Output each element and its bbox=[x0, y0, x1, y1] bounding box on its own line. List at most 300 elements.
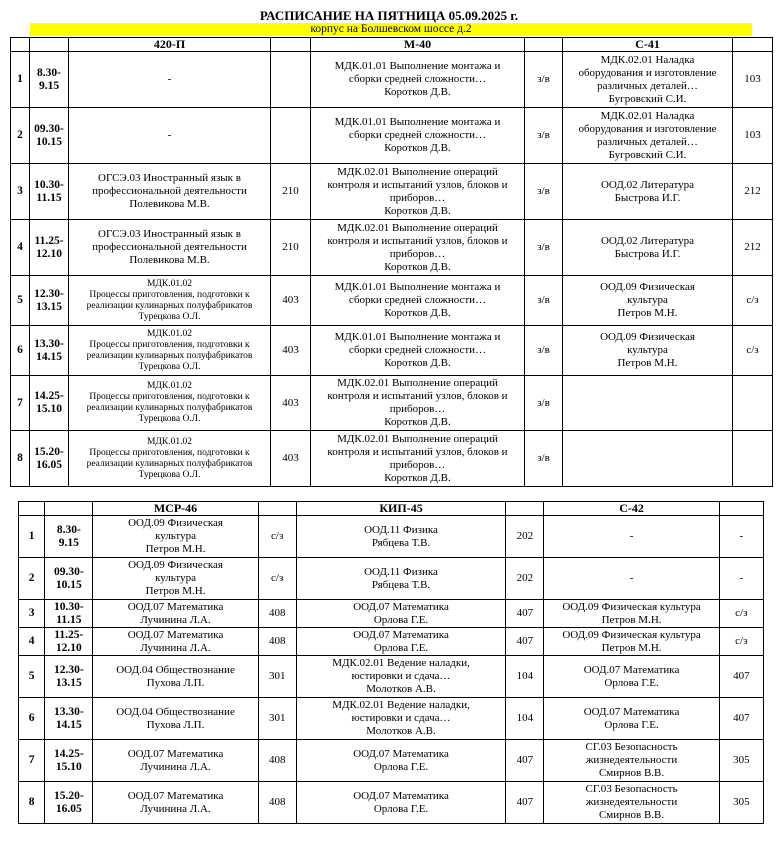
schedule-row bbox=[19, 600, 764, 628]
lesson-line: различных деталей… bbox=[597, 79, 698, 92]
lesson-line: Смирнов В.В. bbox=[598, 809, 665, 821]
lesson-number: 8 bbox=[19, 782, 45, 824]
lesson-line: МДК.02.01 Наладка bbox=[600, 53, 695, 66]
lesson-line: Коротков Д.В. bbox=[384, 204, 451, 217]
room-cell: 305 bbox=[719, 782, 763, 824]
lesson-line: контроля и испытаний узлов, блоков и bbox=[327, 445, 508, 458]
lesson-line: ООД.07 Математика bbox=[353, 789, 449, 802]
room-cell: з/в bbox=[525, 376, 563, 431]
time-line: 13.15 bbox=[36, 300, 62, 313]
lesson-line: - bbox=[167, 73, 172, 85]
room-cell: 212 bbox=[733, 164, 773, 220]
lesson-line: Петров М.Н. bbox=[601, 641, 662, 654]
lesson-line: ООД.02 Литература bbox=[600, 178, 695, 191]
time-line: 12.10 bbox=[55, 641, 82, 654]
lesson-time bbox=[45, 628, 93, 656]
room-cell: з/в bbox=[525, 220, 563, 276]
lesson-line: ООД.04 Обществознание bbox=[116, 663, 235, 676]
header-blank bbox=[45, 502, 93, 516]
lesson-time bbox=[30, 164, 69, 220]
header-blank bbox=[733, 38, 773, 52]
room-cell: 408 bbox=[258, 628, 296, 656]
room-cell: з/в bbox=[525, 52, 563, 108]
lesson-number: 2 bbox=[19, 558, 45, 600]
group-header: 420-П bbox=[69, 38, 271, 52]
room-cell: 407 bbox=[506, 628, 544, 656]
lesson-line: Лучинина Л.А. bbox=[140, 613, 211, 626]
lesson-line: МДК.02.01 Наладка bbox=[600, 109, 695, 122]
lesson-number: 3 bbox=[19, 600, 45, 628]
schedule-row bbox=[19, 516, 764, 558]
lesson-number: 5 bbox=[19, 656, 45, 698]
room-cell: с/з bbox=[258, 558, 296, 600]
time-line: 10.15 bbox=[55, 578, 82, 591]
lesson-number: 1 bbox=[19, 516, 45, 558]
lesson-time bbox=[45, 740, 93, 782]
lesson-line: - bbox=[629, 530, 634, 542]
lesson-line: ООД.07 Математика bbox=[583, 663, 680, 676]
room-cell: - bbox=[719, 516, 763, 558]
room-cell: с/з bbox=[733, 276, 773, 326]
lesson-number: 7 bbox=[11, 376, 30, 431]
lesson-line: МДК.01.01 Выполнение монтажа и bbox=[334, 60, 501, 72]
room-cell: 305 bbox=[719, 740, 763, 782]
room-cell: 301 bbox=[258, 698, 296, 740]
lesson-cell bbox=[544, 782, 719, 824]
header-blank bbox=[258, 502, 296, 516]
room-cell: з/в bbox=[525, 164, 563, 220]
lesson-line: ОГСЭ.03 Иностранный язык в bbox=[98, 172, 241, 184]
lesson-cell bbox=[93, 782, 258, 824]
room-cell: 210 bbox=[271, 164, 311, 220]
lesson-line: Лучинина Л.А. bbox=[140, 641, 211, 654]
lesson-line: сборки средней сложности… bbox=[348, 344, 487, 356]
lesson-line: Процессы приготовления, подготовки к bbox=[89, 392, 250, 402]
lesson-line: Турецкова О.Л. bbox=[138, 469, 201, 480]
lesson-line: Коротков Д.В. bbox=[384, 260, 451, 273]
lesson-cell bbox=[93, 656, 258, 698]
lesson-number: 1 bbox=[11, 52, 30, 108]
lesson-line: культура bbox=[155, 530, 196, 542]
time-line: 09.30- bbox=[34, 122, 64, 135]
table1-header-row bbox=[11, 38, 773, 52]
time-line: 12.10 bbox=[36, 247, 62, 260]
lesson-cell bbox=[544, 740, 719, 782]
lesson-line: Петров М.Н. bbox=[617, 357, 678, 369]
time-line: 14.25- bbox=[53, 747, 84, 760]
lesson-line: - bbox=[167, 129, 172, 141]
schedule-row bbox=[11, 276, 773, 326]
lesson-line: Коротков Д.В. bbox=[384, 416, 451, 428]
room-cell: 301 bbox=[258, 656, 296, 698]
room-cell: з/в bbox=[525, 108, 563, 164]
header-blank bbox=[11, 38, 30, 52]
room-cell bbox=[271, 108, 311, 164]
lesson-cell bbox=[296, 600, 505, 628]
room-cell bbox=[271, 52, 311, 108]
time-line: 09.30- bbox=[53, 565, 84, 578]
group-header: С-41 bbox=[563, 38, 733, 52]
lesson-cell bbox=[311, 52, 525, 108]
lesson-number: 2 bbox=[11, 108, 30, 164]
time-line: 15.10 bbox=[36, 403, 62, 415]
lesson-line: юстировки и сдача… bbox=[351, 712, 451, 724]
lesson-cell bbox=[311, 326, 525, 376]
time-line: 13.15 bbox=[55, 676, 82, 689]
lesson-line: МДК.02.01 Выполнение операций bbox=[337, 221, 498, 234]
schedule-row bbox=[11, 220, 773, 276]
room-cell: 202 bbox=[506, 516, 544, 558]
lesson-cell bbox=[296, 558, 505, 600]
lesson-line: - bbox=[629, 572, 634, 584]
lesson-line: Полевикова М.В. bbox=[129, 254, 210, 266]
schedule-row bbox=[11, 431, 773, 487]
lesson-line: Процессы приготовления, подготовки к bbox=[89, 289, 250, 300]
room-cell: 407 bbox=[506, 600, 544, 628]
header-blank bbox=[30, 38, 69, 52]
lesson-time bbox=[45, 516, 93, 558]
schedule-row bbox=[11, 326, 773, 376]
lesson-line: Молотков А.В. bbox=[366, 725, 436, 737]
lesson-line: ООД.09 Физическая культура bbox=[562, 628, 701, 641]
lesson-line: сборки средней сложности… bbox=[348, 129, 487, 141]
schedule-row bbox=[11, 52, 773, 108]
lesson-line: культура bbox=[627, 294, 668, 306]
lesson-line: приборов… bbox=[389, 458, 446, 471]
schedule-row bbox=[11, 376, 773, 431]
lesson-cell bbox=[296, 656, 505, 698]
lesson-line: МДК.02.01 Выполнение операций bbox=[337, 377, 498, 389]
time-line: 8.30- bbox=[56, 523, 81, 536]
lesson-time bbox=[30, 108, 69, 164]
lesson-line: сборки средней сложности… bbox=[348, 73, 487, 85]
lesson-line: профессиональной деятельности bbox=[92, 241, 247, 253]
time-line: 9.15 bbox=[58, 536, 79, 549]
lesson-cell bbox=[311, 164, 525, 220]
lesson-line: Коротков Д.В. bbox=[384, 86, 451, 98]
group-header: С-42 bbox=[544, 502, 719, 516]
lesson-line: Рябцева Т.В. bbox=[371, 578, 431, 591]
lesson-line: юстировки и сдача… bbox=[351, 670, 451, 682]
lesson-cell bbox=[311, 276, 525, 326]
lesson-cell bbox=[311, 376, 525, 431]
lesson-cell bbox=[544, 656, 719, 698]
lesson-line: культура bbox=[155, 572, 196, 584]
lesson-line: Быстрова И.Г. bbox=[614, 247, 681, 260]
lesson-line: Петров М.Н. bbox=[145, 585, 206, 597]
lesson-cell bbox=[69, 52, 271, 108]
time-line: 10.15 bbox=[36, 135, 62, 148]
lesson-line: Коротков Д.В. bbox=[384, 307, 451, 319]
lesson-line: различных деталей… bbox=[597, 135, 698, 148]
lesson-line: Молотков А.В. bbox=[366, 683, 436, 695]
lesson-line: Пухова Л.П. bbox=[146, 676, 205, 689]
lesson-line: МДК.02.01 Ведение наладки, bbox=[332, 699, 470, 711]
header-blank bbox=[719, 502, 763, 516]
time-line: 11.25- bbox=[34, 234, 64, 247]
lesson-cell bbox=[563, 431, 733, 487]
lesson-cell bbox=[93, 740, 258, 782]
lesson-line: жизнедеятельности bbox=[585, 754, 678, 766]
lesson-number: 8 bbox=[11, 431, 30, 487]
lesson-cell bbox=[563, 376, 733, 431]
lesson-time bbox=[30, 276, 69, 326]
room-cell bbox=[733, 431, 773, 487]
time-line: 10.30- bbox=[34, 178, 64, 191]
lesson-cell bbox=[69, 276, 271, 326]
lesson-line: Лучинина Л.А. bbox=[140, 760, 211, 773]
header-blank bbox=[271, 38, 311, 52]
lesson-line: Бугровский С.И. bbox=[608, 92, 687, 105]
lesson-line: приборов… bbox=[389, 403, 446, 415]
lesson-time bbox=[45, 656, 93, 698]
lesson-cell bbox=[69, 326, 271, 376]
lesson-time bbox=[30, 220, 69, 276]
lesson-line: оборудования и изготовление bbox=[578, 66, 717, 79]
lesson-number: 7 bbox=[19, 740, 45, 782]
room-cell: з/в bbox=[525, 326, 563, 376]
header-blank bbox=[525, 38, 563, 52]
schedule-row bbox=[19, 558, 764, 600]
time-line: 16.05 bbox=[55, 802, 82, 815]
room-cell: 407 bbox=[719, 656, 763, 698]
lesson-line: реализации кулинарных полуфабрикатов bbox=[86, 350, 253, 361]
room-cell: 408 bbox=[258, 782, 296, 824]
lesson-line: ООД.07 Математика bbox=[127, 789, 224, 802]
lesson-cell bbox=[311, 431, 525, 487]
lesson-line: ООД.02 Литература bbox=[600, 234, 695, 247]
lesson-line: ООД.07 Математика bbox=[353, 628, 449, 641]
room-cell: 104 bbox=[506, 656, 544, 698]
lesson-line: приборов… bbox=[389, 191, 446, 204]
lesson-line: реализации кулинарных полуфабрикатов bbox=[86, 300, 253, 311]
lesson-cell bbox=[544, 628, 719, 656]
schedule-table-2 bbox=[18, 501, 764, 824]
lesson-line: ООД.04 Обществознание bbox=[116, 705, 235, 718]
time-line: 11.25- bbox=[54, 628, 84, 641]
room-cell: с/з bbox=[258, 516, 296, 558]
lesson-line: культура bbox=[627, 344, 668, 356]
lesson-time bbox=[30, 431, 69, 487]
room-cell: 103 bbox=[733, 108, 773, 164]
lesson-line: ООД.09 Физическая bbox=[128, 559, 223, 571]
lesson-cell bbox=[311, 220, 525, 276]
lesson-cell bbox=[296, 698, 505, 740]
lesson-line: МДК.01.01 Выполнение монтажа и bbox=[334, 116, 501, 128]
lesson-cell bbox=[296, 516, 505, 558]
lesson-cell bbox=[296, 740, 505, 782]
lesson-line: Коротков Д.В. bbox=[384, 357, 451, 369]
room-cell: з/в bbox=[525, 276, 563, 326]
lesson-line: Орлова Г.Е. bbox=[373, 760, 429, 773]
lesson-cell bbox=[69, 376, 271, 431]
time-line: 12.30- bbox=[34, 287, 64, 300]
lesson-line: ООД.07 Математика bbox=[127, 600, 224, 613]
room-cell: с/з bbox=[733, 326, 773, 376]
lesson-cell bbox=[563, 326, 733, 376]
lesson-line: Рябцева Т.В. bbox=[371, 536, 431, 549]
lesson-number: 4 bbox=[11, 220, 30, 276]
lesson-line: МДК.02.01 Выполнение операций bbox=[337, 165, 498, 178]
lesson-line: Процессы приготовления, подготовки к bbox=[89, 339, 250, 350]
room-cell: 212 bbox=[733, 220, 773, 276]
room-cell: 403 bbox=[271, 376, 311, 431]
room-cell: 407 bbox=[506, 782, 544, 824]
lesson-line: ООД.07 Математика bbox=[127, 628, 224, 641]
room-cell: 403 bbox=[271, 326, 311, 376]
lesson-line: МДК.01.02 bbox=[146, 278, 192, 289]
lesson-line: МДК.02.01 Выполнение операций bbox=[337, 432, 498, 445]
lesson-line: Петров М.Н. bbox=[617, 307, 678, 319]
time-line: 13.30- bbox=[34, 337, 64, 350]
lesson-line: МДК.01.01 Выполнение монтажа и bbox=[334, 331, 501, 343]
lesson-line: МДК.02.01 Ведение наладки, bbox=[332, 657, 470, 669]
lesson-line: ООД.07 Математика bbox=[353, 747, 449, 760]
lesson-time bbox=[45, 782, 93, 824]
lesson-line: ОГСЭ.03 Иностранный язык в bbox=[98, 228, 241, 240]
campus-subtitle: корпус на Болшевском шоссе д.2 bbox=[30, 23, 752, 36]
lesson-cell bbox=[563, 52, 733, 108]
room-cell: с/з bbox=[719, 628, 763, 656]
time-line: 10.30- bbox=[53, 600, 84, 613]
room-cell: 103 bbox=[733, 52, 773, 108]
lesson-line: жизнедеятельности bbox=[585, 796, 678, 808]
lesson-line: ООД.11 Физика bbox=[364, 565, 438, 578]
lesson-cell bbox=[93, 516, 258, 558]
lesson-cell bbox=[69, 108, 271, 164]
room-cell: 210 bbox=[271, 220, 311, 276]
lesson-number: 3 bbox=[11, 164, 30, 220]
lesson-line: ООД.09 Физическая bbox=[600, 331, 695, 343]
lesson-line: Турецкова О.Л. bbox=[138, 414, 201, 424]
lesson-cell bbox=[69, 164, 271, 220]
room-cell: з/в bbox=[525, 431, 563, 487]
schedule-title: РАСПИСАНИЕ НА ПЯТНИЦА 05.09.2025 г. bbox=[259, 8, 519, 23]
lesson-line: МДК.01.02 bbox=[146, 436, 192, 447]
lesson-cell bbox=[311, 108, 525, 164]
lesson-line: профессиональной деятельности bbox=[92, 185, 247, 197]
time-line: 15.10 bbox=[55, 760, 82, 773]
lesson-line: Орлова Г.Е. bbox=[604, 718, 659, 731]
room-cell: - bbox=[719, 558, 763, 600]
lesson-line: Орлова Г.Е. bbox=[373, 613, 429, 626]
time-line: 14.15 bbox=[36, 350, 62, 363]
room-cell: 408 bbox=[258, 600, 296, 628]
lesson-number: 6 bbox=[19, 698, 45, 740]
lesson-line: СГ.03 Безопасность bbox=[585, 741, 678, 753]
room-cell: 104 bbox=[506, 698, 544, 740]
lesson-line: Бугровский С.И. bbox=[608, 148, 687, 161]
time-line: 8.30- bbox=[37, 66, 61, 79]
schedule-row bbox=[11, 108, 773, 164]
lesson-cell bbox=[296, 628, 505, 656]
lesson-cell bbox=[296, 782, 505, 824]
lesson-time bbox=[45, 600, 93, 628]
lesson-line: Быстрова И.Г. bbox=[614, 191, 681, 204]
lesson-time bbox=[30, 326, 69, 376]
time-line: 15.20- bbox=[34, 445, 64, 458]
lesson-line: Орлова Г.Е. bbox=[373, 641, 429, 654]
lesson-line: Пухова Л.П. bbox=[146, 718, 205, 731]
lesson-cell bbox=[69, 431, 271, 487]
lesson-line: ООД.09 Физическая bbox=[600, 281, 695, 293]
lesson-line: контроля и испытаний узлов, блоков и bbox=[327, 234, 508, 247]
lesson-line: реализации кулинарных полуфабрикатов bbox=[86, 458, 253, 469]
time-line: 13.30- bbox=[53, 705, 84, 718]
lesson-line: реализации кулинарных полуфабрикатов bbox=[86, 403, 253, 413]
lesson-cell bbox=[563, 164, 733, 220]
lesson-line: ООД.07 Математика bbox=[353, 600, 449, 613]
lesson-time bbox=[45, 558, 93, 600]
lesson-line: Петров М.Н. bbox=[145, 543, 206, 555]
lesson-cell bbox=[544, 516, 719, 558]
time-line: 14.25- bbox=[34, 390, 64, 402]
lesson-time bbox=[45, 698, 93, 740]
header-blank bbox=[19, 502, 45, 516]
time-line: 11.15 bbox=[56, 613, 82, 626]
schedule-row bbox=[19, 628, 764, 656]
lesson-number: 5 bbox=[11, 276, 30, 326]
lesson-cell bbox=[69, 220, 271, 276]
lesson-line: Орлова Г.Е. bbox=[604, 676, 659, 689]
lesson-cell bbox=[93, 628, 258, 656]
lesson-time bbox=[30, 52, 69, 108]
room-cell: 408 bbox=[258, 740, 296, 782]
lesson-line: Полевикова М.В. bbox=[129, 198, 210, 210]
lesson-cell bbox=[544, 558, 719, 600]
lesson-cell bbox=[544, 698, 719, 740]
time-line: 16.05 bbox=[36, 458, 62, 471]
schedule-row bbox=[19, 782, 764, 824]
room-cell: 407 bbox=[719, 698, 763, 740]
lesson-cell bbox=[93, 558, 258, 600]
lesson-cell bbox=[544, 600, 719, 628]
lesson-number: 6 bbox=[11, 326, 30, 376]
schedule-row bbox=[19, 740, 764, 782]
lesson-number: 4 bbox=[19, 628, 45, 656]
lesson-line: ООД.07 Математика bbox=[583, 705, 680, 718]
lesson-cell bbox=[563, 220, 733, 276]
lesson-line: Коротков Д.В. bbox=[384, 471, 451, 484]
lesson-line: ООД.09 Физическая культура bbox=[562, 600, 701, 613]
group-header: КИП-45 bbox=[296, 502, 505, 516]
lesson-line: МДК.01.01 Выполнение монтажа и bbox=[334, 281, 501, 293]
lesson-line: Петров М.Н. bbox=[601, 613, 662, 626]
lesson-cell bbox=[93, 600, 258, 628]
lesson-line: Смирнов В.В. bbox=[598, 767, 665, 779]
lesson-line: Процессы приготовления, подготовки к bbox=[89, 447, 250, 458]
room-cell: 403 bbox=[271, 276, 311, 326]
group-header: МСР-46 bbox=[93, 502, 258, 516]
lesson-line: МДК.01.02 bbox=[146, 328, 192, 339]
lesson-line: Турецкова О.Л. bbox=[138, 311, 201, 322]
schedule-row bbox=[19, 698, 764, 740]
lesson-line: ООД.07 Математика bbox=[127, 747, 224, 760]
lesson-cell bbox=[563, 108, 733, 164]
schedule-table-1 bbox=[10, 37, 773, 487]
lesson-cell bbox=[93, 698, 258, 740]
room-cell bbox=[733, 376, 773, 431]
table2-header-row bbox=[19, 502, 764, 516]
lesson-line: контроля и испытаний узлов, блоков и bbox=[327, 390, 508, 402]
lesson-line: ООД.09 Физическая bbox=[128, 517, 223, 529]
lesson-cell bbox=[563, 276, 733, 326]
lesson-line: Коротков Д.В. bbox=[384, 142, 451, 154]
schedule-row bbox=[11, 164, 773, 220]
time-line: 11.15 bbox=[36, 191, 62, 204]
lesson-line: приборов… bbox=[389, 247, 446, 260]
lesson-line: МДК.01.02 bbox=[146, 381, 192, 391]
